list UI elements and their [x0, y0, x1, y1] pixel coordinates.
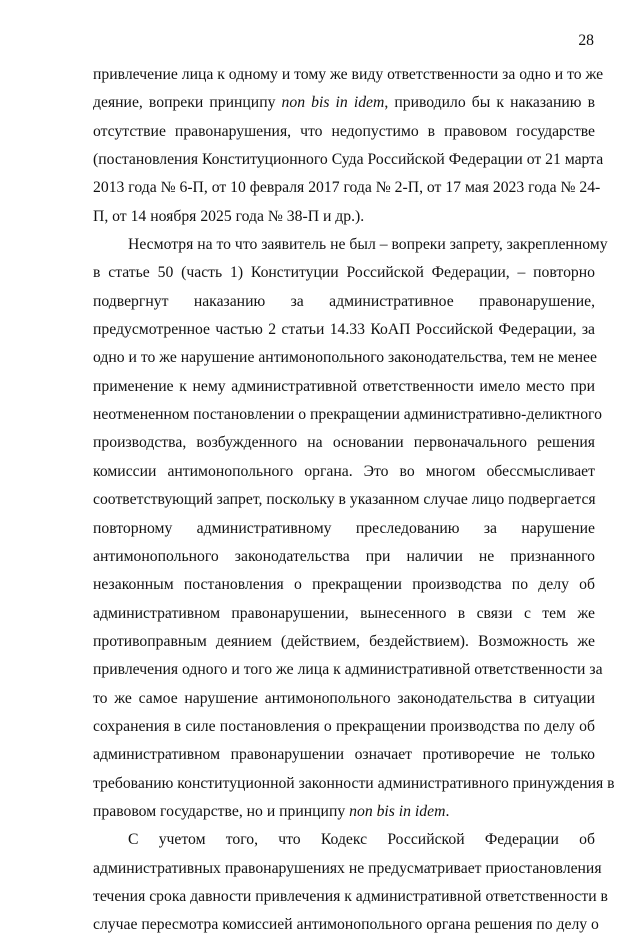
text-line: (постановления Конституционного Суда Российской Федерации от 21 марта — [93, 151, 604, 169]
text-line: административном правонарушении, вынесенного в связи с тем же — [93, 604, 595, 622]
text-line: неотмененном постановлении о прекращении административно-деликтного — [93, 406, 602, 424]
text-line: П, от 14 ноября 2025 года № 38-П и др.). — [93, 207, 365, 225]
paragraph-1 — [93, 61, 604, 231]
text-line: привлечения одного и того же лица к административной ответственности за — [93, 661, 603, 679]
text-run: деяние, вопреки принципу — [93, 94, 282, 112]
text-line: привлечение лица к одному и тому же виду ответственности за одно и то же — [93, 66, 604, 83]
text-line: административном правонарушении означает противоречие не только — [93, 746, 595, 764]
text-line: в статье 50 (часть 1) Конституции Российской Федерации, – повторно — [93, 264, 595, 282]
document-body — [93, 61, 615, 940]
text-line: противоправным деянием (действием, бездействием). Возможность же — [93, 632, 595, 650]
text-run: , приводило бы к наказанию в — [384, 94, 595, 112]
text-line: требованию конституционной законности административного принуждения в — [93, 774, 615, 792]
text-line — [93, 798, 595, 826]
text-line: 2013 года № 6-П, от 10 февраля 2017 года № 2-П, от 17 мая 2023 года № 24- — [93, 179, 601, 197]
text-line: одно и то же нарушение антимонопольного законодательства, тем не менее — [93, 349, 597, 367]
text-line: случае пересмотра комиссией антимонопольного органа решения по делу о — [93, 916, 599, 934]
text-line: течения срока давности привлечения к административной ответственности в — [93, 887, 608, 905]
text-line: Несмотря на то что заявитель не был – вопреки запрету, закрепленному — [128, 236, 608, 254]
text-line: то же самое нарушение антимонопольного законодательства в ситуации — [93, 689, 595, 707]
latin-phrase: non bis in idem — [281, 94, 385, 112]
text-line: незаконным постановления о прекращении производства по делу об — [93, 576, 595, 594]
text-line: антимонопольного законодательства при наличии не признанного — [93, 547, 595, 565]
text-run: . — [445, 802, 450, 820]
text-line: производства, возбужденного на основании первоначального решения — [93, 434, 595, 452]
text-line: сохранения в силе постановления о прекращении производства по делу об — [93, 717, 595, 735]
text-line: предусмотренное частью 2 статьи 14.33 КоАП Российской Федерации, за — [93, 321, 595, 339]
text-line: применение к нему административной ответственности имело место при — [93, 377, 595, 395]
text-line: повторному административному преследованию за нарушение — [93, 519, 595, 537]
text-line: административных правонарушениях не предусматривает приостановления — [93, 859, 602, 877]
text-line: подвергнут наказанию за административное правонарушение, — [93, 292, 595, 310]
text-line: соответствующий запрет, поскольку в указанном случае лицо подвергается — [93, 491, 596, 509]
text-run: правовом государстве, но и принципу — [93, 802, 350, 820]
paragraph-2 — [93, 231, 615, 826]
text-line — [93, 89, 595, 117]
text-line: отсутствие правонарушения, что недопустимо в правовом государстве — [93, 122, 595, 140]
text-line: С учетом того, что Кодекс Российской Федерации об — [128, 831, 595, 849]
text-line: комиссии антимонопольного органа. Это во многом обессмысливает — [93, 462, 595, 480]
page-number: 28 — [578, 32, 594, 49]
paragraph-3 — [93, 826, 608, 939]
latin-phrase: non bis in idem — [349, 802, 446, 820]
